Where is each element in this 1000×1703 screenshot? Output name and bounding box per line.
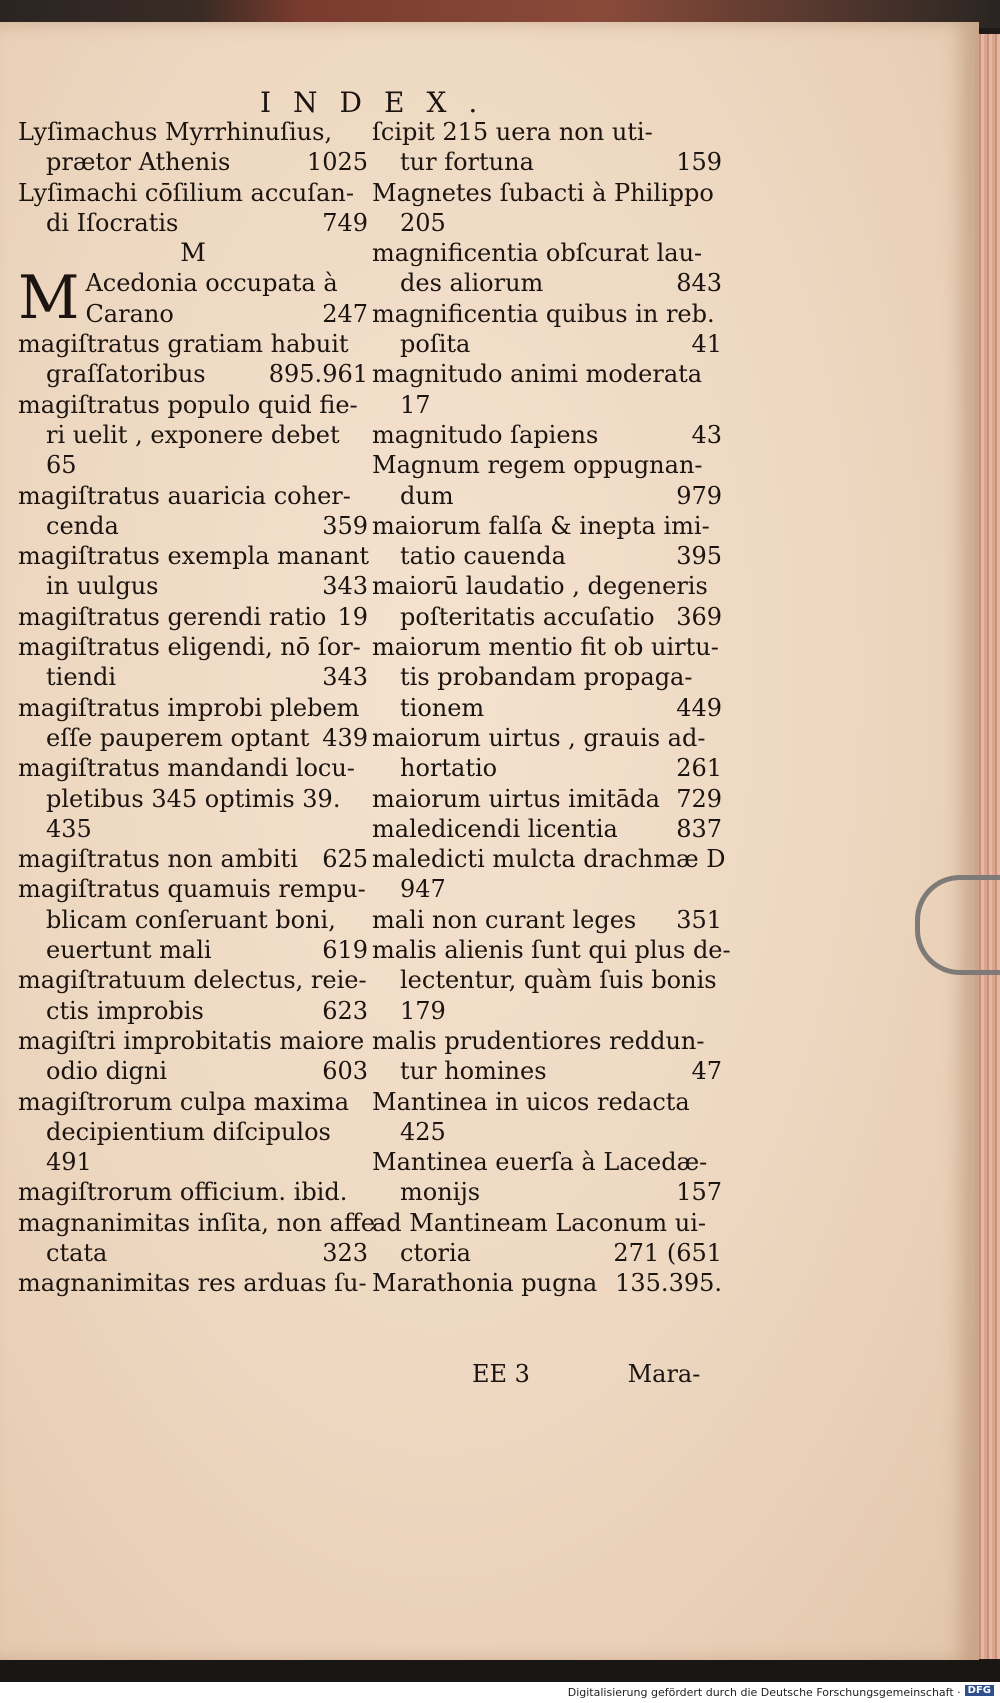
index-entry	[18, 602, 368, 632]
entry-text: monijs	[400, 1178, 481, 1207]
entry-line	[372, 1056, 722, 1086]
page-reference: 343	[322, 663, 368, 692]
entry-line	[372, 965, 722, 995]
entry-line	[372, 1177, 722, 1207]
entry-line	[18, 481, 368, 511]
page-reference: 749	[322, 208, 368, 237]
entry-text: malis prudentiores reddun-	[372, 1026, 705, 1055]
page-reference: 603	[322, 1057, 368, 1086]
entry-line	[18, 511, 368, 541]
entry-text: maledicti mulcta drachmæ D	[372, 845, 726, 874]
entry-line	[18, 1087, 368, 1117]
entry-text: 65	[46, 451, 77, 480]
entry-text: magnitudo animi moderata	[372, 360, 703, 389]
page-reference: 41	[691, 330, 722, 359]
entry-line	[18, 329, 368, 359]
page-reference: 619	[322, 936, 368, 965]
entry-text: magiſtratus eligendi, nō ſor-	[18, 633, 361, 662]
entry-line	[18, 117, 368, 147]
entry-text: in uulgus	[46, 572, 159, 601]
page-reference: 1025	[306, 148, 368, 177]
book-page	[0, 22, 979, 1662]
entry-line	[18, 996, 368, 1026]
entry-line	[18, 632, 368, 662]
page-reference: 351	[676, 905, 722, 934]
page-reference: 439	[322, 723, 368, 752]
signature-mark: EE 3	[472, 1360, 530, 1388]
index-entry	[18, 541, 368, 602]
digitization-footer	[0, 1682, 1000, 1703]
entry-text: magnificentia obſcurat lau-	[372, 239, 703, 268]
entry-line	[18, 1117, 368, 1147]
page-reference: 625	[322, 845, 368, 874]
index-entry	[18, 753, 368, 844]
entry-line	[372, 117, 722, 147]
entry-line	[372, 571, 722, 601]
entry-line	[18, 753, 368, 783]
entry-text: magnanimitas inſita, non affe	[18, 1208, 376, 1237]
index-entry	[18, 1026, 368, 1087]
entry-line	[372, 420, 722, 450]
entry-text: maiorum uirtus , grauis ad-	[372, 723, 706, 752]
entry-line	[18, 935, 368, 965]
entry-line	[372, 1147, 722, 1177]
entry-text: 17	[400, 390, 431, 419]
drop-cap: M	[18, 263, 80, 334]
entry-line	[18, 1026, 368, 1056]
page-reference: 843	[676, 269, 722, 298]
entry-text: Carano	[85, 299, 174, 328]
entry-line	[372, 662, 722, 692]
entry-text: euertunt mali	[46, 936, 212, 965]
entry-text: malis alienis ſunt qui plus de-	[372, 936, 731, 965]
entry-text: magnitudo ſapiens	[372, 420, 599, 449]
page-reference: 135.395.	[615, 1269, 722, 1298]
entry-text: magiſtratus mandandi locu-	[18, 754, 355, 783]
entry-line	[18, 450, 368, 480]
entry-text: ri uelit , exponere debet	[46, 420, 340, 449]
entry-text: tur fortuna	[400, 148, 534, 177]
entry-text: Acedonia occupata à	[85, 269, 338, 298]
entry-text: decipientium diſcipulos	[46, 1117, 331, 1146]
entry-text: magnanimitas res arduas ſu-	[18, 1269, 367, 1298]
entry-line	[18, 905, 368, 935]
entry-text: 425	[400, 1117, 446, 1146]
page-reference: 271 (651	[613, 1238, 722, 1267]
entry-text: ad Mantineam Laconum ui-	[372, 1208, 706, 1237]
entry-line	[18, 1238, 368, 1268]
page-reference: 729	[676, 784, 722, 813]
section-letter: M	[180, 238, 206, 268]
entry-line	[18, 420, 368, 450]
entry-line	[372, 753, 722, 783]
entry-line	[372, 602, 722, 632]
entry-line	[18, 693, 368, 723]
entry-text: Mantinea in uicos redacta	[372, 1087, 690, 1116]
index-entry	[372, 571, 722, 632]
entry-line	[372, 814, 722, 844]
entry-line	[18, 1177, 368, 1207]
entry-text: ctis improbis	[46, 996, 204, 1025]
entry-line	[372, 844, 726, 874]
index-entry	[372, 814, 722, 844]
entry-text: prætor Athenis	[46, 148, 231, 177]
index-entry	[18, 1177, 368, 1207]
entry-text: Lyſimachi cōſilium accuſan-	[18, 178, 354, 207]
page-reference: 837	[676, 814, 722, 843]
entry-text: magiſtratus populo quid fie-	[18, 390, 358, 419]
entry-line	[372, 784, 722, 814]
entry-text: magiſtratus exempla manant	[18, 542, 370, 571]
entry-line	[372, 268, 722, 298]
entry-text: pletibus 345 optimis 39.	[46, 784, 341, 813]
index-entry	[372, 1087, 722, 1148]
index-entry	[372, 1268, 722, 1298]
entry-text: magiſtratus non ambiti	[18, 845, 298, 874]
entry-line	[18, 1056, 368, 1086]
page-reference: 159	[676, 148, 722, 177]
entry-line	[372, 1087, 722, 1117]
entry-text: blicam conſeruant boni,	[46, 905, 336, 934]
entry-line	[372, 359, 722, 389]
entry-text: maiorum falſa & inepta imi-	[372, 511, 710, 540]
entry-line	[372, 1026, 722, 1056]
entry-text: magiſtri improbitatis maiore	[18, 1026, 365, 1055]
entry-text: magiſtratuum delectus, reie-	[18, 966, 367, 995]
entry-text: magiſtratus improbi plebem	[18, 693, 360, 722]
entry-line	[18, 662, 368, 692]
entry-line	[372, 511, 722, 541]
entry-text: maiorum mentio fit ob uirtu-	[372, 633, 719, 662]
page-reference: 157	[676, 1178, 722, 1207]
page-reference: 895.961	[268, 360, 368, 389]
index-entry	[18, 117, 368, 178]
entry-text: graſſatoribus	[46, 360, 206, 389]
entry-line	[372, 935, 731, 965]
entry-line	[18, 602, 368, 632]
entry-line	[372, 996, 722, 1026]
index-entry	[372, 359, 722, 420]
entry-line	[18, 359, 368, 389]
index-entry	[18, 844, 368, 874]
page-reference: 47	[691, 1057, 722, 1086]
entry-text: odio digni	[46, 1057, 168, 1086]
page-reference: 43	[691, 420, 722, 449]
dfg-logo: DFG	[965, 1685, 994, 1696]
entry-text: maiorum uirtus imitāda	[372, 784, 660, 813]
index-entry	[372, 1147, 722, 1208]
entry-text: ctata	[46, 1238, 108, 1267]
index-entry	[18, 632, 368, 693]
entry-line	[372, 299, 722, 329]
page-reference: 343	[322, 572, 368, 601]
entry-line	[18, 1147, 368, 1177]
index-column-left	[18, 117, 376, 1299]
index-entry	[372, 784, 722, 814]
entry-line	[372, 147, 722, 177]
entry-text: di Iſocratis	[46, 208, 179, 237]
index-entry	[372, 450, 722, 511]
entry-line	[372, 1238, 722, 1268]
entry-text: tur homines	[400, 1057, 547, 1086]
entry-line	[372, 450, 722, 480]
scan-bottom-border	[0, 1660, 1000, 1682]
index-entry	[372, 299, 722, 360]
page-reference: 395	[676, 542, 722, 571]
entry-line	[372, 238, 722, 268]
entry-line	[372, 905, 722, 935]
index-entry	[372, 1026, 722, 1087]
index-entry	[372, 420, 722, 450]
signature-line	[472, 1360, 700, 1388]
entry-text: magiſtrorum culpa maxima	[18, 1087, 350, 1116]
entry-line	[18, 814, 368, 844]
index-entry	[18, 263, 368, 334]
entry-text: tatio cauenda	[400, 542, 566, 571]
entry-text: magiſtrorum officium. ibid.	[18, 1178, 348, 1207]
entry-line	[372, 1117, 722, 1147]
index-entry	[372, 632, 722, 723]
index-entry	[18, 481, 368, 542]
entry-text: 947	[400, 875, 446, 904]
index-entry	[18, 178, 368, 239]
entry-text: magiſtratus quamuis rempu-	[18, 875, 366, 904]
index-entry	[372, 723, 722, 784]
index-entry	[372, 117, 722, 178]
index-entry	[372, 1208, 722, 1269]
index-entry	[372, 238, 722, 299]
index-entry	[18, 1208, 376, 1269]
entry-text: tiendi	[46, 663, 117, 692]
page-reference: 261	[676, 754, 722, 783]
entry-text: tionem	[400, 693, 485, 722]
index-entry	[18, 965, 368, 1026]
index-entry	[18, 874, 368, 965]
index-entry	[372, 178, 722, 239]
entry-line	[372, 632, 722, 662]
entry-text: ſcipit 215 uera non uti-	[372, 118, 653, 146]
entry-text: 205	[400, 208, 446, 237]
entry-text: eſſe pauperem optant	[46, 723, 310, 752]
entry-line	[18, 1268, 368, 1298]
entry-text: Magnetes ſubacti à Philippo	[372, 178, 714, 207]
page-reference: 449	[676, 693, 722, 722]
paper-clip	[915, 875, 1000, 975]
entry-line	[18, 965, 368, 995]
entry-line	[372, 1208, 722, 1238]
entry-text: poſita	[400, 330, 471, 359]
entry-text: poſteritatis accuſatio	[400, 602, 655, 631]
page-reference: 623	[322, 996, 368, 1025]
entry-text: Marathonia pugna	[372, 1269, 598, 1298]
footer-text: Digitalisierung gefördert durch die Deutsche Forschungsgemeinschaft ·	[567, 1686, 961, 1699]
page-reference: 247	[322, 299, 368, 328]
entry-text: magiſtratus gerendi ratio	[18, 602, 327, 631]
index-entry	[372, 935, 731, 1026]
page-header: INDEX.	[260, 86, 500, 119]
entry-line	[18, 571, 368, 601]
entry-line	[18, 178, 368, 208]
catchword: Mara-	[627, 1360, 701, 1388]
page-reference: 359	[322, 511, 368, 540]
entry-text: cenda	[46, 511, 119, 540]
entry-line	[372, 178, 722, 208]
entry-text: 435	[46, 814, 92, 843]
entry-text: ctoria	[400, 1238, 471, 1267]
index-entry	[372, 511, 722, 572]
entry-text: dum	[400, 481, 454, 510]
entry-line	[18, 541, 368, 571]
entry-line	[372, 541, 722, 571]
entry-line	[372, 1268, 722, 1298]
entry-line	[18, 723, 368, 753]
index-entry	[372, 844, 726, 905]
entry-line	[18, 874, 368, 904]
entry-text: tis probandam propaga-	[400, 663, 693, 692]
entry-text: magiſtratus auaricia coher-	[18, 481, 351, 510]
entry-line	[18, 844, 368, 874]
entry-text: magiſtratus gratiam habuit	[18, 330, 349, 359]
page-reference: 369	[676, 602, 722, 631]
entry-line	[18, 784, 368, 814]
page-reference: 19	[337, 602, 368, 631]
entry-line	[372, 874, 722, 904]
entry-text: Lyſimachus Myrrhinuſius,	[18, 118, 333, 146]
index-entry	[18, 1268, 368, 1298]
entry-text: maledicendi licentia	[372, 814, 618, 843]
entry-line	[372, 693, 722, 723]
entry-text: Magnum regem oppugnan-	[372, 451, 703, 480]
entry-line	[372, 723, 722, 753]
entry-line	[372, 208, 722, 238]
entry-line	[372, 329, 722, 359]
page-reference: 323	[322, 1238, 368, 1267]
entry-line	[18, 208, 368, 238]
index-column-right	[372, 117, 731, 1299]
entry-text: des aliorum	[400, 269, 544, 298]
index-entry	[372, 905, 722, 935]
page-reference: 979	[676, 481, 722, 510]
entry-line	[372, 481, 722, 511]
entry-line	[18, 1208, 376, 1238]
entry-text: maiorū laudatio , degeneris	[372, 572, 708, 601]
entry-text: lectentur, quàm ſuis bonis	[400, 966, 717, 995]
index-entry	[18, 390, 368, 481]
entry-line	[18, 390, 368, 420]
entry-text: 179	[400, 996, 446, 1025]
entry-text: mali non curant leges	[372, 905, 637, 934]
index-entry	[18, 693, 368, 754]
entry-text: Mantinea euerſa à Lacedæ-	[372, 1148, 708, 1177]
index-entry	[18, 329, 368, 390]
entry-text: hortatio	[400, 754, 498, 783]
entry-text: 491	[46, 1148, 92, 1177]
entry-line	[18, 147, 368, 177]
entry-text: magnificentia quibus in reb.	[372, 299, 715, 328]
entry-line	[372, 390, 722, 420]
index-entry	[18, 1087, 368, 1178]
